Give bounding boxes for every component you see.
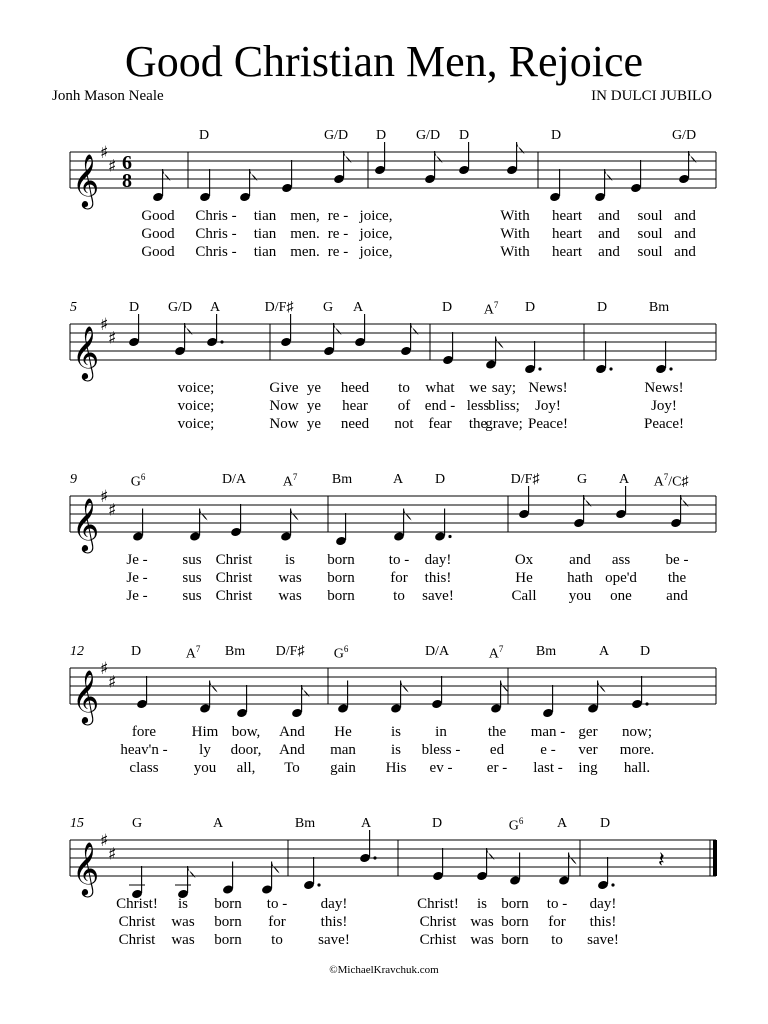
chord-root: D	[128, 300, 140, 315]
lyric-syllable: born	[501, 932, 529, 948]
note	[558, 853, 577, 886]
lyric-syllable: bow,	[231, 724, 261, 740]
lyric-syllable: more.	[619, 742, 655, 758]
lyric-syllable: to	[393, 588, 405, 604]
lyric-syllable: Christ	[215, 570, 253, 586]
lyric-syllable: and	[674, 208, 696, 224]
lyric-syllable: is	[390, 724, 402, 740]
chord-bass: /C♯	[668, 474, 689, 490]
lyric-syllable: sus	[182, 570, 202, 586]
lyric-syllable: and	[674, 244, 696, 260]
lyric-syllable: born	[214, 914, 242, 930]
lyric-syllable: to -	[546, 896, 568, 912]
lyric-syllable: was	[278, 570, 302, 586]
time-signature-digit: 8	[122, 170, 132, 192]
lyric-syllable: joice,	[359, 226, 393, 242]
lyric-syllable: men.	[290, 226, 320, 242]
lyric-syllable: Chris -	[195, 208, 237, 224]
lyric-syllable: ed	[489, 742, 505, 758]
lyric-syllable: now;	[622, 724, 652, 740]
lyric-syllable: ly	[199, 742, 211, 758]
lyric-syllable: heed	[340, 380, 370, 396]
chord-root: Bm	[224, 644, 246, 659]
note	[595, 341, 613, 374]
lyric-syllable: man -	[530, 724, 566, 740]
lyric-syllable: News!	[644, 380, 684, 396]
note	[631, 676, 649, 709]
note	[594, 169, 613, 202]
sharp-sign: ♯	[100, 315, 109, 335]
note	[549, 169, 561, 202]
lyric-syllable: was	[171, 914, 195, 930]
lyric-syllable: born	[214, 896, 242, 912]
note	[458, 142, 470, 175]
lyric-syllable: and	[598, 208, 620, 224]
lyric-syllable: and	[598, 226, 620, 242]
treble-clef: 𝄞	[72, 669, 100, 723]
lyric-syllable: voice;	[177, 380, 215, 396]
lyric-syllable: fore	[131, 724, 157, 740]
measure-number: 9	[70, 472, 77, 487]
lyric-syllable: With	[500, 244, 530, 260]
note	[303, 857, 321, 890]
lyric-syllable: joice,	[359, 208, 393, 224]
lyric-syllable: one	[610, 588, 632, 604]
note	[189, 509, 208, 542]
sharp-sign: ♯	[108, 156, 117, 177]
chord-root: D/F♯	[275, 644, 305, 659]
chord-root: Bm	[294, 816, 316, 831]
lyric-syllable: hath	[567, 570, 593, 586]
lyric-syllable: to	[271, 932, 283, 948]
note	[175, 866, 196, 899]
music-staff	[0, 304, 768, 384]
lyric-syllable: bless -	[421, 742, 461, 758]
chord-root: D/A	[221, 472, 247, 487]
chord-root: D/F♯	[510, 472, 540, 487]
note	[393, 509, 412, 542]
lyric-syllable: is	[284, 552, 296, 568]
treble-clef: 𝄞	[72, 841, 100, 895]
lyric-syllable: was	[470, 932, 494, 948]
lyric-syllable: ope'd	[605, 570, 637, 586]
note	[374, 142, 386, 175]
lyric-syllable: soul	[637, 226, 663, 242]
treble-clef: 𝄞	[72, 325, 100, 379]
lyric-syllable: ye	[306, 416, 322, 432]
lyric-syllable: With	[500, 208, 530, 224]
chord-root: G	[508, 818, 519, 834]
chord-root: D	[596, 300, 608, 315]
chord-root: Bm	[648, 300, 670, 315]
chord-root: D	[130, 644, 142, 659]
chord-root: A	[618, 472, 630, 487]
lyric-syllable: grave;	[485, 416, 523, 432]
lyric-syllable: Now	[269, 398, 299, 414]
note	[291, 685, 310, 718]
note	[222, 862, 234, 895]
lyric-syllable: born	[327, 570, 355, 586]
lyric-syllable: is	[177, 896, 189, 912]
chord-root: D	[441, 300, 453, 315]
note	[524, 341, 542, 374]
note	[354, 314, 366, 347]
lyric-syllable: was	[470, 914, 494, 930]
lyric-syllable: Je -	[126, 570, 148, 586]
music-staff	[0, 476, 768, 556]
note	[597, 857, 615, 890]
lyric-syllable: all,	[236, 760, 256, 776]
chord-extension: 6	[518, 816, 524, 826]
chord-root: G	[333, 646, 344, 662]
lyric-syllable: With	[500, 226, 530, 242]
lyric-syllable: and	[674, 226, 696, 242]
lyric-syllable: heart	[552, 226, 582, 242]
lyric-syllable: Christ!	[417, 896, 459, 912]
note	[431, 676, 443, 709]
lyric-syllable: Joy!	[651, 398, 677, 414]
lyric-syllable: class	[129, 760, 159, 776]
lyric-syllable: To	[284, 760, 300, 776]
lyric-syllable: er -	[486, 760, 508, 776]
chord-root: A	[653, 474, 664, 490]
chord-extension: 7	[498, 644, 504, 654]
note	[280, 314, 292, 347]
note	[152, 169, 171, 202]
lyric-syllable: Peace!	[528, 416, 568, 432]
chord-root: A	[392, 472, 404, 487]
lyric-syllable: men.	[290, 244, 320, 260]
lyric-syllable: e -	[540, 742, 556, 758]
lyric-syllable: born	[327, 588, 355, 604]
chord-root: D	[431, 816, 443, 831]
lyric-syllable: for	[390, 570, 408, 586]
note	[128, 314, 140, 347]
lyric-syllable: Christ	[215, 588, 253, 604]
lyric-syllable: sus	[182, 552, 202, 568]
chord-root: A	[185, 646, 196, 662]
note	[432, 848, 444, 881]
lyric-syllable: day!	[424, 552, 452, 568]
lyric-syllable: joice,	[359, 244, 393, 260]
note	[239, 169, 258, 202]
chord-extension: 7	[195, 644, 201, 654]
lyric-syllable: And	[279, 724, 305, 740]
lyric-syllable: heart	[552, 208, 582, 224]
chord-root: D/F♯	[264, 300, 294, 315]
lyric-syllable: ger	[578, 724, 598, 740]
note	[337, 681, 349, 714]
chord-root: D	[434, 472, 446, 487]
lyric-syllable: the	[487, 724, 507, 740]
lyric-syllable: Crhist	[419, 932, 457, 948]
lyric-syllable: News!	[528, 380, 568, 396]
lyric-syllable: hear	[342, 398, 368, 414]
lyric-syllable: you	[193, 760, 217, 776]
lyric-syllable: last -	[533, 760, 563, 776]
chord-root: D	[198, 128, 210, 143]
sharp-sign: ♯	[100, 831, 109, 851]
lyric-syllable: born	[501, 914, 529, 930]
lyric-syllable: for	[268, 914, 286, 930]
time-signature-digit: 6	[122, 152, 132, 174]
lyric-syllable: Christ	[215, 552, 253, 568]
copyright-footer: ©MichaelKravchuk.com	[329, 964, 439, 976]
lyric-syllable: to -	[266, 896, 288, 912]
lyric-syllable: Him	[191, 724, 219, 740]
lyric-syllable: need	[340, 416, 370, 432]
quarter-rest: 𝄽	[658, 848, 665, 873]
lyric-syllable: this!	[424, 570, 452, 586]
lyric-syllable: man	[330, 742, 356, 758]
lyric-syllable: Good	[141, 244, 175, 260]
measure-number: 12	[70, 644, 84, 659]
lyric-syllable: day!	[320, 896, 348, 912]
note	[442, 332, 454, 365]
measure-number: 15	[70, 816, 84, 831]
note	[132, 509, 144, 542]
lyric-syllable: we	[469, 380, 487, 396]
lyric-syllable: fear	[428, 416, 452, 432]
note	[136, 676, 148, 709]
lyric-syllable: men,	[290, 208, 320, 224]
chord-root: D	[458, 128, 470, 143]
lyric-syllable: Good	[141, 208, 175, 224]
chord-root: G/D	[415, 128, 441, 143]
tune-name: IN DULCI JUBILO	[591, 88, 712, 104]
lyric-syllable: ver	[578, 742, 598, 758]
chord-root: A	[282, 474, 293, 490]
lyric-syllable: and	[598, 244, 620, 260]
chord-root: D	[524, 300, 536, 315]
treble-clef: 𝄞	[72, 153, 100, 207]
lyric-syllable: gain	[330, 760, 356, 776]
note	[206, 314, 224, 347]
treble-clef: 𝄞	[72, 497, 100, 551]
lyric-syllable: save!	[422, 588, 454, 604]
lyric-syllable: Christ	[118, 932, 156, 948]
lyric-syllable: day!	[589, 896, 617, 912]
lyric-syllable: He	[515, 570, 533, 586]
note	[434, 509, 452, 542]
lyric-syllable: the	[468, 416, 488, 432]
chord-root: D/A	[424, 644, 450, 659]
note	[335, 513, 347, 546]
lyric-syllable: save!	[587, 932, 619, 948]
lyric-syllable: ev -	[429, 760, 453, 776]
note	[281, 160, 293, 193]
sharp-sign: ♯	[100, 487, 109, 507]
note	[359, 830, 377, 863]
lyric-syllable: re -	[327, 208, 349, 224]
final-barline-thick	[713, 840, 717, 876]
lyric-syllable: door,	[230, 742, 262, 758]
lyric-syllable: for	[548, 914, 566, 930]
lyric-syllable: Chris -	[195, 244, 237, 260]
note	[280, 509, 299, 542]
note	[199, 169, 211, 202]
lyric-syllable: is	[476, 896, 488, 912]
lyric-syllable: the	[667, 570, 687, 586]
chord-extension: 7	[663, 472, 669, 482]
note	[655, 341, 673, 374]
lyric-syllable: in	[435, 724, 447, 740]
note	[630, 160, 642, 193]
lyric-syllable: heart	[552, 244, 582, 260]
lyric-syllable: to	[551, 932, 563, 948]
lyric-syllable: Je -	[126, 552, 148, 568]
lyric-syllable: be -	[665, 552, 689, 568]
lyric-syllable: born	[327, 552, 355, 568]
note	[199, 681, 218, 714]
chord-root: Bm	[535, 644, 557, 659]
chord-root: G	[130, 474, 141, 490]
chord-extension: 6	[140, 472, 146, 482]
lyric-syllable: ass	[611, 552, 631, 568]
note	[129, 866, 145, 899]
chord-root: D	[375, 128, 387, 143]
music-staff	[0, 820, 768, 900]
lyric-syllable: born	[501, 896, 529, 912]
lyric-syllable: soul	[637, 244, 663, 260]
note	[518, 486, 530, 519]
chord-root: D	[599, 816, 611, 831]
music-staff	[0, 648, 768, 728]
chord-extension: 7	[292, 472, 298, 482]
lyric-syllable: save!	[318, 932, 350, 948]
lyric-syllable: Christ	[419, 914, 457, 930]
lyric-syllable: and	[666, 588, 688, 604]
lyric-syllable: tian	[253, 226, 277, 242]
note	[390, 681, 409, 714]
note	[509, 853, 521, 886]
lyric-syllable: you	[568, 588, 592, 604]
note	[587, 681, 606, 714]
lyric-syllable: tian	[253, 208, 277, 224]
lyric-syllable: to	[398, 380, 410, 396]
lyric-syllable: He	[334, 724, 352, 740]
sharp-sign: ♯	[100, 659, 109, 679]
note	[615, 486, 627, 519]
lyric-syllable: this!	[589, 914, 617, 930]
music-staff	[0, 132, 768, 212]
lyric-syllable: His	[385, 760, 407, 776]
chord-root: A	[352, 300, 364, 315]
chord-extension: 7	[493, 300, 499, 310]
note	[542, 685, 554, 718]
sharp-sign: ♯	[108, 672, 117, 693]
lyric-syllable: was	[171, 932, 195, 948]
note	[490, 681, 509, 714]
note	[230, 504, 242, 537]
sharp-sign: ♯	[108, 500, 117, 521]
lyric-syllable: Chris -	[195, 226, 237, 242]
chord-root: D	[550, 128, 562, 143]
chord-root: A	[212, 816, 224, 831]
chord-root: A	[360, 816, 372, 831]
lyric-syllable: is	[390, 742, 402, 758]
lyric-syllable: ye	[306, 398, 322, 414]
sharp-sign: ♯	[100, 143, 109, 163]
lyric-syllable: And	[279, 742, 305, 758]
lyric-syllable: not	[394, 416, 414, 432]
lyric-syllable: end -	[424, 398, 456, 414]
chord-root: A	[556, 816, 568, 831]
lyric-syllable: bliss;	[488, 398, 520, 414]
lyric-syllable: Peace!	[644, 416, 684, 432]
lyric-syllable: voice;	[177, 398, 215, 414]
chord-root: A	[598, 644, 610, 659]
lyric-syllable: was	[278, 588, 302, 604]
lyric-syllable: hall.	[623, 760, 651, 776]
lyric-syllable: Je -	[126, 588, 148, 604]
lyric-syllable: Ox	[514, 552, 534, 568]
sharp-sign: ♯	[108, 328, 117, 349]
song-title: Good Christian Men, Rejoice	[124, 37, 644, 86]
chord-root: G	[131, 816, 143, 831]
lyric-syllable: re -	[327, 226, 349, 242]
lyric-syllable: Joy!	[535, 398, 561, 414]
lyric-syllable: Give	[269, 380, 299, 396]
lyric-syllable: sus	[182, 588, 202, 604]
lyric-syllable: this!	[320, 914, 348, 930]
lyric-syllable: less	[466, 398, 490, 414]
lyric-syllable: ye	[306, 380, 322, 396]
lyric-syllable: Call	[511, 588, 537, 604]
measure-number: 5	[70, 300, 77, 315]
chord-root: G/D	[323, 128, 349, 143]
note	[485, 337, 504, 370]
lyric-syllable: Christ	[118, 914, 156, 930]
lyric-syllable: and	[569, 552, 591, 568]
chord-root: D	[639, 644, 651, 659]
lyric-syllable: Now	[269, 416, 299, 432]
lyric-syllable: born	[214, 932, 242, 948]
chord-root: A	[483, 302, 494, 318]
lyric-syllable: voice;	[177, 416, 215, 432]
lyric-syllable: Christ!	[116, 896, 158, 912]
chord-extension: 6	[343, 644, 349, 654]
chord-root: G/D	[671, 128, 697, 143]
chord-root: G	[576, 472, 588, 487]
lyric-syllable: Good	[141, 226, 175, 242]
chord-root: G/D	[167, 300, 193, 315]
note	[236, 685, 248, 718]
chord-root: G	[322, 300, 334, 315]
lyric-syllable: to -	[388, 552, 410, 568]
lyric-syllable: soul	[637, 208, 663, 224]
lyric-syllable: tian	[253, 244, 277, 260]
lyricist: Jonh Mason Neale	[52, 88, 164, 104]
lyric-syllable: say;	[491, 380, 517, 396]
chord-root: Bm	[331, 472, 353, 487]
lyric-syllable: ing	[578, 760, 598, 776]
lyric-syllable: heav'n -	[120, 742, 168, 758]
note	[261, 862, 280, 895]
sharp-sign: ♯	[108, 844, 117, 865]
lyric-syllable: re -	[327, 244, 349, 260]
lyric-syllable: what	[425, 380, 455, 396]
lyric-syllable: of	[397, 398, 411, 414]
chord-root: A	[488, 646, 499, 662]
chord-root: A	[209, 300, 221, 315]
